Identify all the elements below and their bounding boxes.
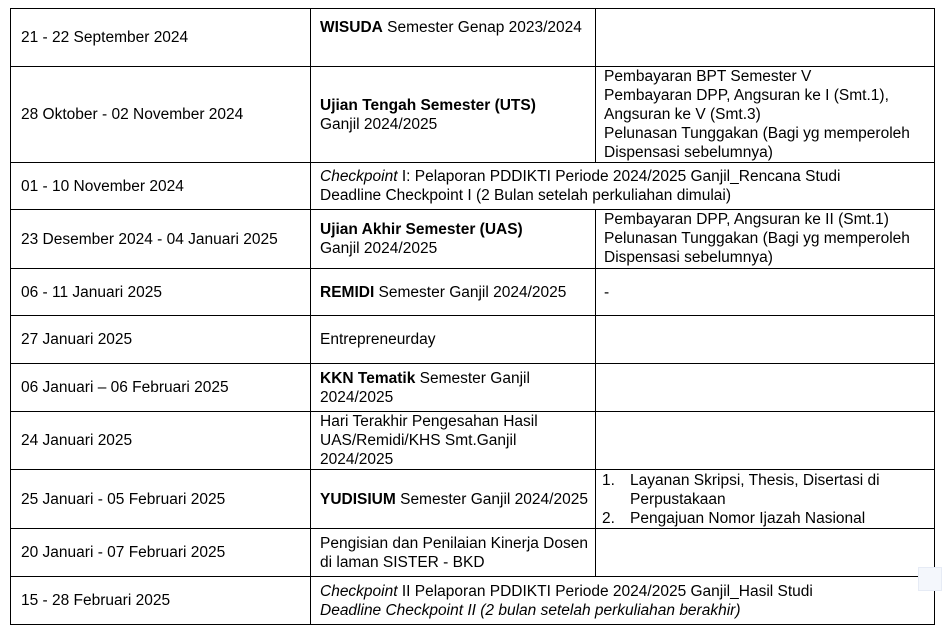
academic-calendar-table	[10, 8, 935, 625]
activity-cell: REMIDI Semester Ganjil 2024/2025	[311, 269, 596, 316]
date-cell: 21 - 22 September 2024	[11, 9, 311, 67]
table-row	[11, 577, 935, 625]
table-row	[11, 364, 935, 412]
table-row	[11, 529, 935, 577]
notes-cell	[596, 364, 935, 412]
table-row	[11, 316, 935, 364]
date-cell: 24 Januari 2025	[11, 412, 311, 470]
activity-cell: WISUDA Semester Genap 2023/2024	[311, 9, 596, 67]
date-cell: 06 Januari – 06 Februari 2025	[11, 364, 311, 412]
note-line: Pembayaran BPT Semester V	[604, 68, 812, 85]
notes-cell	[596, 67, 935, 163]
date-cell: 23 Desember 2024 - 04 Januari 2025	[11, 210, 311, 269]
date-cell: 15 - 28 Februari 2025	[11, 577, 311, 625]
notes-cell	[596, 9, 935, 67]
activity-cell: Hari Terakhir Pengesahan Hasil UAS/Remidi/KHS Smt.Ganjil 2024/2025	[311, 412, 596, 470]
list-item: 2. Pengajuan Nomor Ijazah Nasional	[602, 509, 866, 527]
activity-cell: Checkpoint II Pelaporan PDDIKTI Periode 2024/2025 Ganjil_Hasil Studi Deadline Checkpoint II (2 bulan setelah perkuliahan berakhir)	[311, 577, 935, 625]
activity-cell: Entrepreneurday	[311, 316, 596, 364]
numbered-notes	[602, 471, 930, 528]
notes-cell	[596, 316, 935, 364]
notes-cell: -	[596, 269, 935, 316]
table-row	[11, 470, 935, 529]
activity-cell: YUDISIUM Semester Ganjil 2024/2025	[311, 470, 596, 529]
page-corner-widget	[918, 567, 942, 591]
date-cell: 27 Januari 2025	[11, 316, 311, 364]
activity-cell: Ujian Tengah Semester (UTS) Ganjil 2024/2025	[311, 67, 596, 163]
notes-cell	[596, 210, 935, 269]
date-cell: 01 - 10 November 2024	[11, 163, 311, 210]
table-row	[11, 210, 935, 269]
table-row	[11, 9, 935, 67]
table-row	[11, 67, 935, 163]
list-item: 1. Layanan Skripsi, Thesis, Disertasi di Perpustakaan	[602, 471, 880, 508]
note-line: Pelunasan Tunggakan (Bagi yg memperoleh Dispensasi sebelumnya)	[604, 125, 910, 161]
date-cell: 20 Januari - 07 Februari 2025	[11, 529, 311, 577]
table-row	[11, 163, 935, 210]
activity-cell: KKN Tematik Semester Ganjil 2024/2025	[311, 364, 596, 412]
notes-cell	[596, 470, 935, 529]
note-line: Pelunasan Tunggakan (Bagi yg memperoleh Dispensasi sebelumnya)	[604, 230, 910, 266]
table-row	[11, 412, 935, 470]
activity-cell: Checkpoint I: Pelaporan PDDIKTI Periode 2024/2025 Ganjil_Rencana Studi Deadline Checkpoint I (2 Bulan setelah perkuliahan dimulai)	[311, 163, 935, 210]
activity-cell: Ujian Akhir Semester (UAS) Ganjil 2024/2025	[311, 210, 596, 269]
notes-cell	[596, 529, 935, 577]
date-cell: 28 Oktober - 02 November 2024	[11, 67, 311, 163]
note-line: Pembayaran DPP, Angsuran ke I (Smt.1), Angsuran ke V (Smt.3)	[604, 87, 889, 123]
note-line: Pembayaran DPP, Angsuran ke II (Smt.1)	[604, 211, 889, 228]
table-row	[11, 269, 935, 316]
date-cell: 25 Januari - 05 Februari 2025	[11, 470, 311, 529]
notes-cell	[596, 412, 935, 470]
date-cell: 06 - 11 Januari 2025	[11, 269, 311, 316]
activity-cell: Pengisian dan Penilaian Kinerja Dosen di laman SISTER - BKD	[311, 529, 596, 577]
